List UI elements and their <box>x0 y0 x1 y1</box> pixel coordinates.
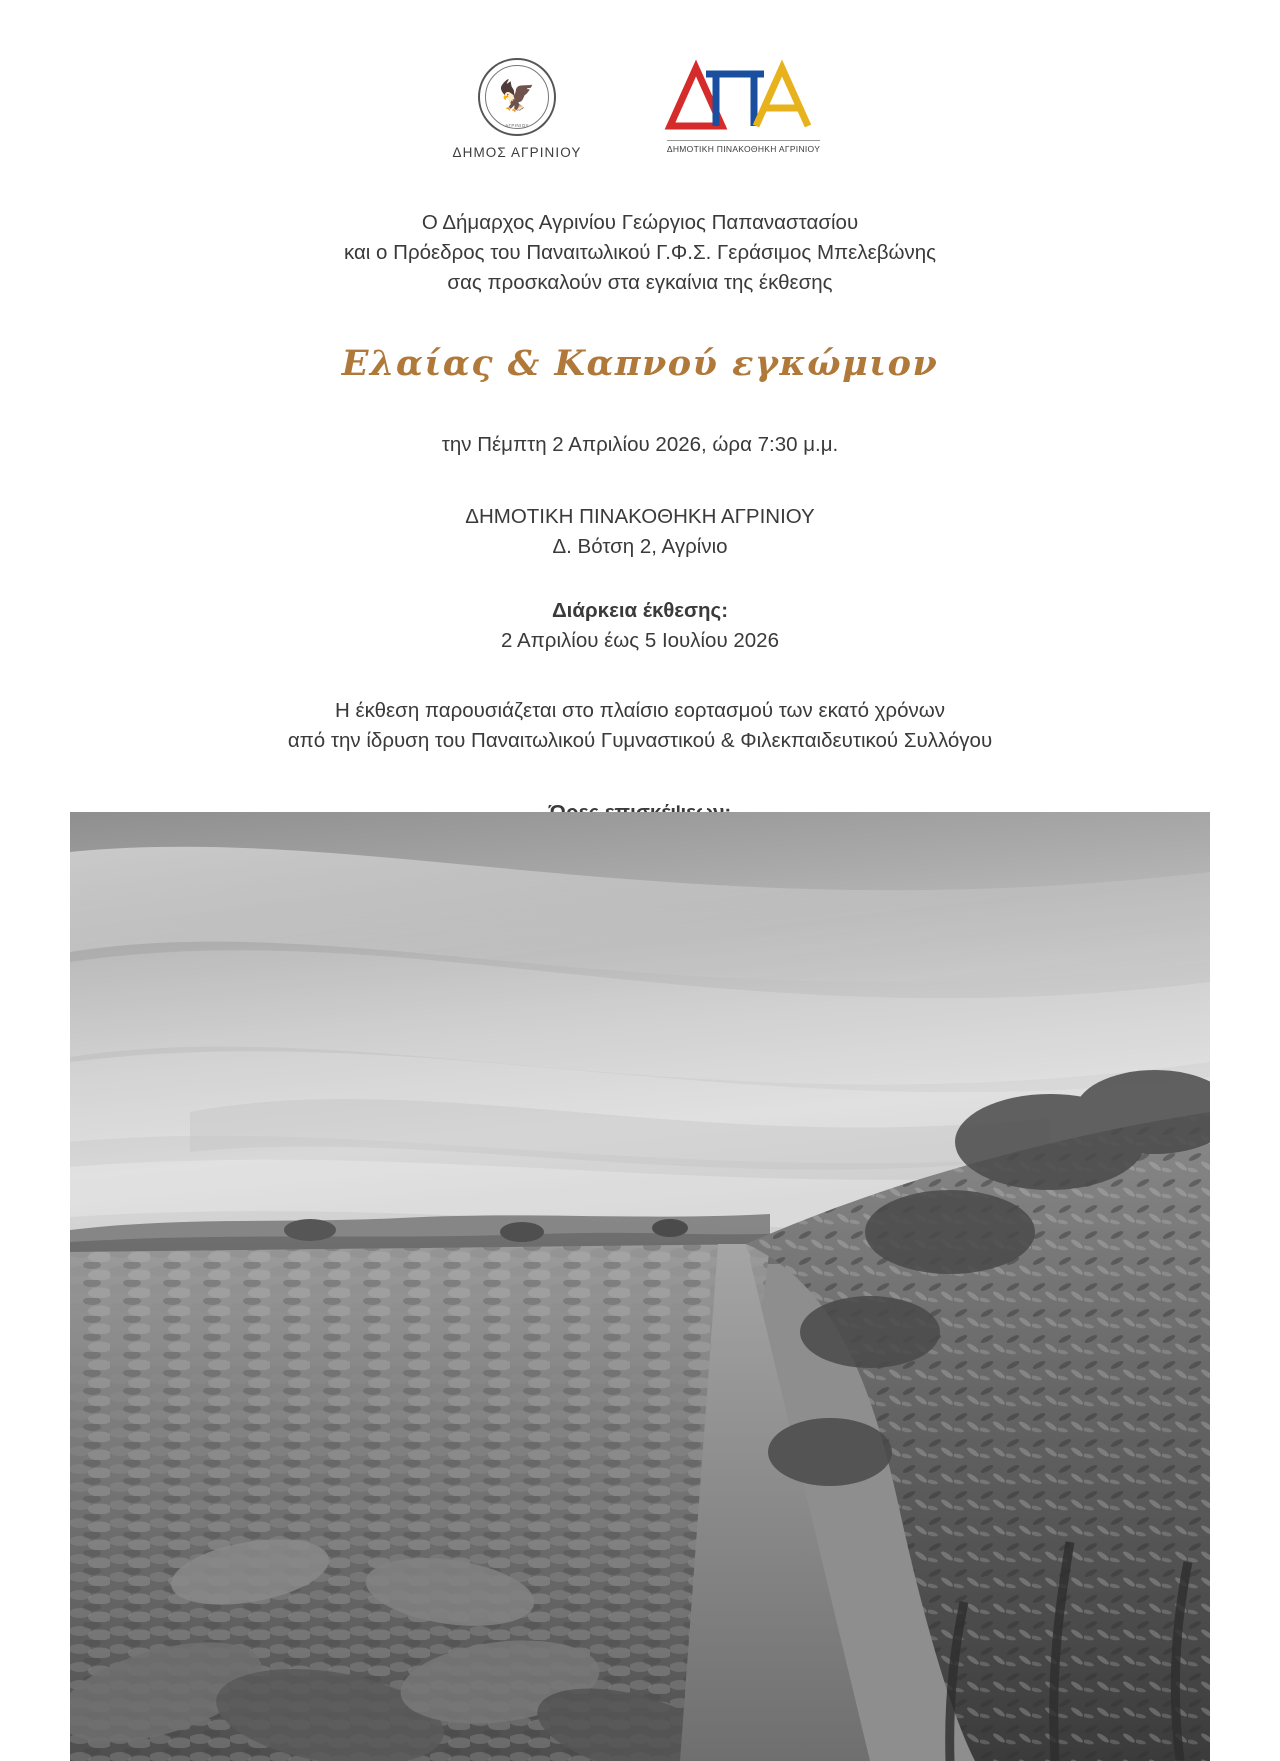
invitation-card <box>70 0 1210 1761</box>
municipality-logo <box>452 58 581 160</box>
dpa-monogram-icon <box>660 58 828 136</box>
municipality-logo-caption: ΔΗΜΟΣ ΑΓΡΙΝΙΟΥ <box>452 145 582 160</box>
municipal-seal-icon <box>478 58 556 136</box>
gallery-logo <box>660 58 828 154</box>
event-datetime: την Πέμπτη 2 Απριλίου 2026, ώρα 7:30 μ.μ. <box>441 433 839 456</box>
gallery-logo-caption: ΔΗΜΟΤΙΚΗ ΠΙΝΑΚΟΘΗΚΗ ΑΓΡΙΝΙΟΥ <box>667 140 820 154</box>
tobacco-field-and-olive-grove-photo <box>70 812 1210 1761</box>
seal-inner-text: ΑΓΡΙΝΙΟΥ <box>505 123 529 128</box>
context-line-2: από την ίδρυση του Παναιτωλικού Γυμναστικού & Φιλεκπαιδευτικού Συλλόγου <box>287 729 993 752</box>
duration-label: Διάρκεια έκθεσης: <box>551 599 729 622</box>
venue-address: Δ. Βότση 2, Αγρίνιο <box>552 535 728 558</box>
invite-line-3: σας προσκαλούν στα εγκαίνια της έκθεσης <box>447 271 833 294</box>
eagle-glyph: 🦅 <box>498 80 536 113</box>
invite-line-2: και ο Πρόεδρος του Παναιτωλικού Γ.Φ.Σ. Γεράσιμος Μπελεβώνης <box>343 241 937 264</box>
venue-name: ΔΗΜΟΤΙΚΗ ΠΙΝΑΚΟΘΗΚΗ ΑΓΡΙΝΙΟΥ <box>465 505 815 528</box>
logo-row <box>70 0 1210 160</box>
duration-value: 2 Απριλίου έως 5 Ιουλίου 2026 <box>501 629 779 652</box>
context-line-1: Η έκθεση παρουσιάζεται στο πλαίσιο εορτασμού των εκατό χρόνων <box>334 699 945 722</box>
invite-line-1: Ο Δήμαρχος Αγρινίου Γεώργιος Παπαναστασίου <box>421 211 859 234</box>
invitation-text <box>70 208 1210 888</box>
exhibition-title: Ελαίας & Καπνού εγκώμιον <box>341 343 939 384</box>
